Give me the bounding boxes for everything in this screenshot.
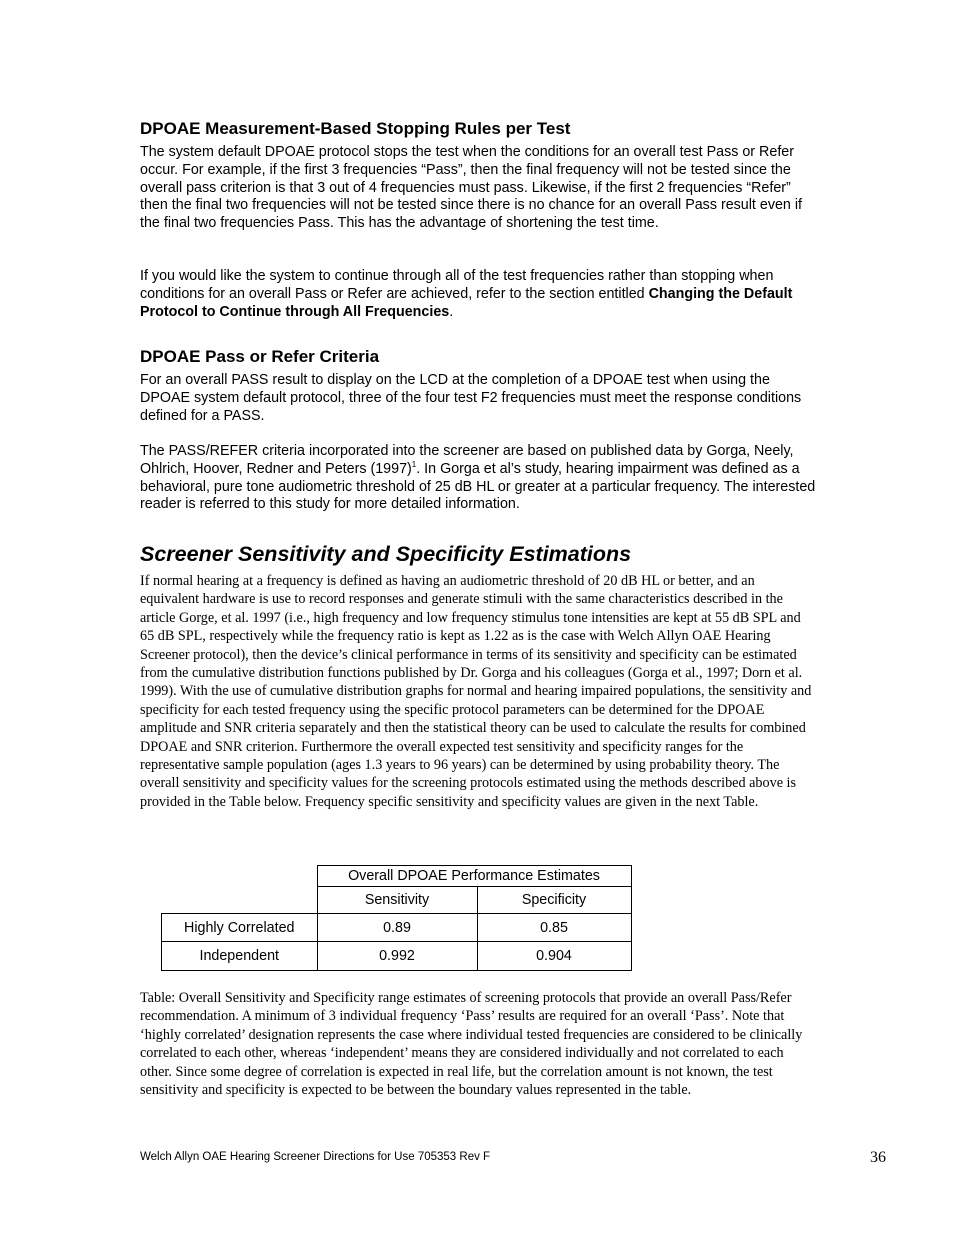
section-heading-pass-refer: DPOAE Pass or Refer Criteria bbox=[140, 347, 380, 366]
specificity-value: 0.904 bbox=[477, 942, 631, 971]
table-corner-blank bbox=[162, 887, 318, 914]
table-caption: Table: Overall Sensitivity and Specificity range estimates of screening protocols that provide an overall Pass/Refer recommendation. A minimum of 3 individual frequency ‘Pass’ results are required for an overall ‘Pass’. Note that ‘highly correlated’ designation represents the case where individual tested frequencies are considered to be clinically correlated to each other, whereas ‘independent’ means they are considered individually and not correlated to each other. Since some degree of correlation is expected in real life, but the correlation amount is not known, the test sensitivity and specificity is expected to be between the boundary values represented in the table. bbox=[140, 990, 803, 1099]
table-row bbox=[162, 914, 632, 942]
pass-refer-paragraph-1: For an overall PASS result to display on the LCD at the completion of a DPOAE test when using the DPOAE system default protocol, three of the four test F2 frequencies must meet the response conditions defined for a PASS. bbox=[140, 372, 802, 424]
sensitivity-value: 0.89 bbox=[317, 914, 477, 942]
specificity-value: 0.85 bbox=[477, 914, 631, 942]
section-heading-sensitivity-specificity: Screener Sensitivity and Specificity Estimations bbox=[140, 542, 632, 566]
paragraph-end: . bbox=[449, 303, 454, 320]
stopping-rules-paragraph-2 bbox=[140, 268, 820, 321]
section-heading-stopping-rules: DPOAE Measurement-Based Stopping Rules per Test bbox=[140, 119, 571, 138]
table-row bbox=[162, 942, 632, 971]
footer-text: Welch Allyn OAE Hearing Screener Directions for Use 705353 Rev F bbox=[140, 1151, 491, 1163]
stopping-rules-paragraph-1: The system default DPOAE protocol stops the test when the conditions for an overall test Pass or Refer occur. For example, if the first 3 frequencies “Pass”, then the final frequency will not be tested since the overall pass criterion is that 3 out of 4 frequencies must pass. Likewise, if the first 2 frequencies “Refer” then the final two frequencies will not be tested since there is no chance for an overall Pass result even if the final two frequencies Pass. This has the advantage of shortening the test time. bbox=[140, 144, 802, 232]
sensitivity-value: 0.992 bbox=[317, 942, 477, 971]
table-group-header: Overall DPOAE Performance Estimates bbox=[317, 866, 631, 887]
sensitivity-specificity-paragraph: If normal hearing at a frequency is defined as having an audiometric threshold of 20 dB HL or better, and an equivalent hardware is use to record responses and generate stimuli with the same characteristics described in the article Gorge, et al. 1997 (i.e., high frequency and low frequency stimulus tone intensities are kept at 55 dB SPL and 65 dB SPL, respectively while the frequency ratio is kept as 1.22 as is the case with Welch Allyn OAE Hearing Screener protocol), then the device’s clinical performance in terms of its sensitivity and specificity can be estimated from the cumulative distribution functions published by Dr. Gorga and his colleagues (Gorga et al., 1997; Dorn et al. 1999). With the use of cumulative distribution graphs for normal and hearing impaired populations, the sensitivity and specificity for each tested frequency using the specific protocol parameters can be determined for the DPOAE amplitude and SNR criteria separately and then the statistical theory can be used to calculate the results for combined DPOAE and SNR criterion. Furthermore the overall expected test sensitivity and specificity ranges for the representative sample population (ages 1.3 years to 96 years) can be determined by using probability theory. The overall sensitivity and specificity values for the screening protocols estimated using the methods described above is provided in the Table below. Frequency specific sensitivity and specificity values are given in the next Table. bbox=[140, 573, 812, 810]
row-label: Highly Correlated bbox=[162, 914, 318, 942]
column-header-specificity: Specificity bbox=[477, 887, 631, 914]
performance-estimates-table bbox=[161, 865, 632, 971]
pass-refer-paragraph-2 bbox=[140, 443, 820, 514]
paragraph-text-continued: . In Gorga et al’s study, hearing impairment was defined as a behavioral, pure tone audiometric threshold of 25 dB HL or greater at a particular frequency. The interested reader is referred to this study for more detailed information. bbox=[140, 460, 816, 513]
page-number: 36 bbox=[870, 1149, 886, 1166]
row-label: Independent bbox=[162, 942, 318, 971]
table-corner-blank bbox=[162, 866, 318, 887]
paragraph-text: If you would like the system to continue through all of the test frequencies rather than stopping when conditions for an overall Pass or Refer are achieved, refer to the section entitled bbox=[140, 268, 774, 302]
column-header-sensitivity: Sensitivity bbox=[317, 887, 477, 914]
footnote-marker: 1 bbox=[411, 460, 417, 470]
section-reference-link-text: Changing the Default Protocol to Continue through All Frequencies bbox=[140, 285, 793, 320]
paragraph-text: The PASS/REFER criteria incorporated into the screener are based on published data by Gorga, Neely, Ohlrich, Hoover, Redner and Peters (1997) bbox=[140, 443, 794, 477]
